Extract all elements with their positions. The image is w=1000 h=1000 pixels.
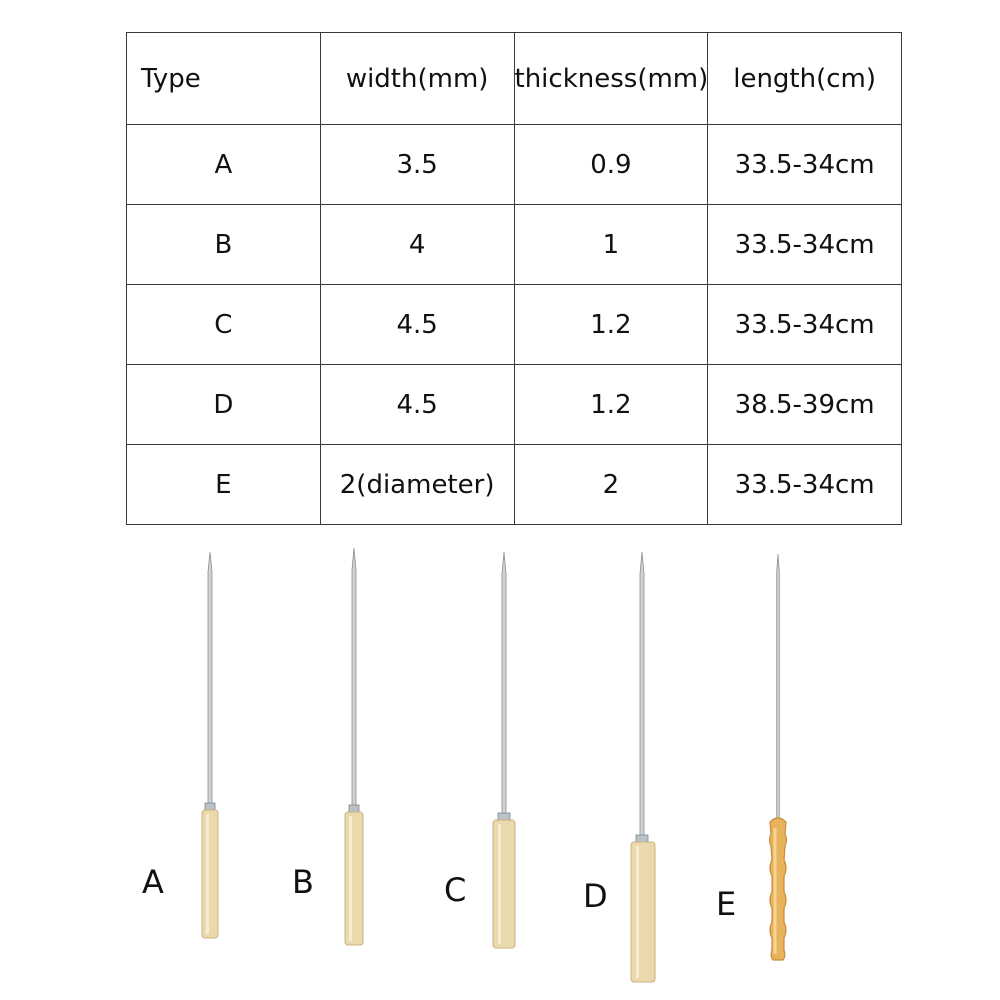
cell-width: 4 (320, 205, 514, 285)
skewer-c-label: C (444, 871, 467, 909)
skewer-d (612, 550, 672, 1000)
cell-thickness: 1.2 (514, 285, 708, 365)
skewer-e-label: E (716, 885, 737, 923)
cell-thickness: 1.2 (514, 365, 708, 445)
skewer-e-illustration (748, 550, 808, 1000)
table-row (127, 125, 902, 205)
skewer-c-illustration (474, 550, 534, 1000)
header-length: length(cm) (708, 33, 902, 125)
skewer-d-illustration (612, 550, 672, 1000)
header-type: Type (127, 33, 321, 125)
skewer-a-illustration (180, 550, 240, 1000)
spec-table (126, 32, 902, 525)
cell-width: 3.5 (320, 125, 514, 205)
cell-width: 4.5 (320, 365, 514, 445)
cell-type: D (127, 365, 321, 445)
cell-thickness: 0.9 (514, 125, 708, 205)
skewer-a (180, 550, 240, 1000)
skewer-a-label: A (142, 863, 164, 901)
skewer-b-illustration (324, 550, 384, 1000)
cell-width: 2(diameter) (320, 445, 514, 525)
cell-thickness: 2 (514, 445, 708, 525)
header-thickness: thickness(mm) (514, 33, 708, 125)
skewer-d-label: D (583, 877, 608, 915)
cell-length: 33.5-34cm (708, 445, 902, 525)
table-row (127, 205, 902, 285)
cell-length: 33.5-34cm (708, 205, 902, 285)
cell-length: 38.5-39cm (708, 365, 902, 445)
skewer-b-label: B (292, 863, 314, 901)
cell-thickness: 1 (514, 205, 708, 285)
table-row (127, 365, 902, 445)
table-header-row (127, 33, 902, 125)
cell-type: A (127, 125, 321, 205)
cell-length: 33.5-34cm (708, 285, 902, 365)
cell-length: 33.5-34cm (708, 125, 902, 205)
cell-type: B (127, 205, 321, 285)
cell-type: C (127, 285, 321, 365)
skewer-c (474, 550, 534, 1000)
cell-type: E (127, 445, 321, 525)
cell-width: 4.5 (320, 285, 514, 365)
table-row (127, 285, 902, 365)
skewer-b (324, 550, 384, 1000)
skewer-e (748, 550, 808, 1000)
table-row (127, 445, 902, 525)
header-width: width(mm) (320, 33, 514, 125)
